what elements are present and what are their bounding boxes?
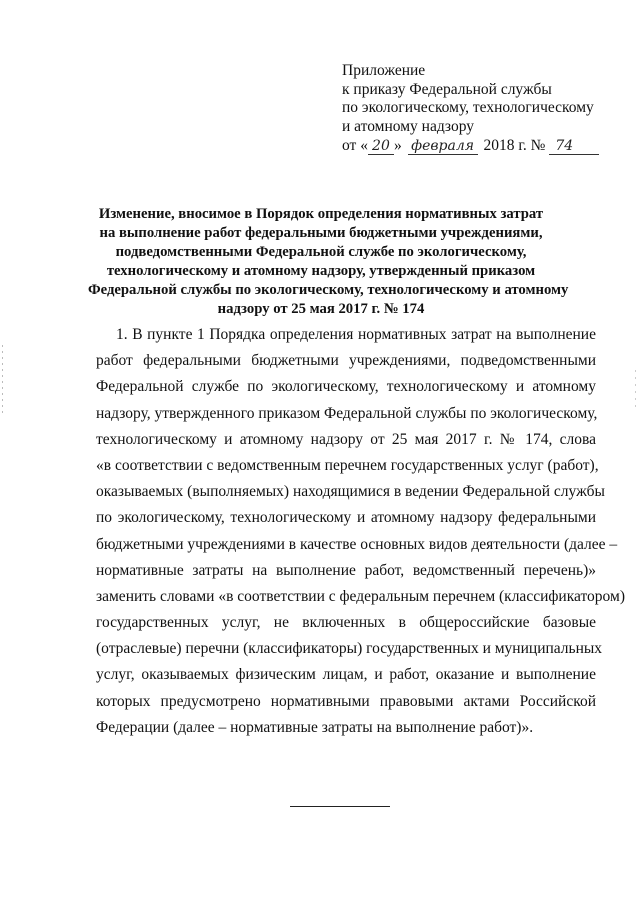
closing-rule (290, 806, 390, 807)
body-line: бюджетными учреждениями в качестве основных видов деятельности (далее – (96, 535, 618, 553)
body-paragraph (96, 322, 625, 741)
heading-line: Федеральной службы по экологическому, технологическому и атомному (88, 282, 569, 298)
body-line: по экологическому, технологическому и атомному надзору федеральными (96, 509, 596, 527)
date-prefix: от « (342, 137, 368, 154)
body-line: Федеральной службе по экологическому, технологическому и атомному (96, 378, 596, 396)
appendix-block (342, 62, 622, 156)
body-line: «в соответствии с ведомственным перечнем государственных услуг (работ), (96, 456, 599, 474)
body-line: которых предусмотрено нормативными правовыми актами Российской (96, 692, 596, 710)
appendix-line: и атомному надзору (342, 117, 474, 135)
scan-margin-mark (635, 370, 636, 410)
order-date-line (342, 137, 622, 156)
heading-line: Изменение, вносимое в Порядок определения нормативных затрат (98, 206, 544, 222)
body-line: оказываемых (выполняемых) находящимися в ведении Федеральной службы (96, 483, 605, 501)
heading-line: технологическому и атомному надзору, утвержденный приказом (106, 263, 536, 279)
handwritten-order-number: 74 (549, 138, 599, 155)
date-year: 2018 г. № (483, 137, 546, 154)
appendix-title: Приложение (342, 62, 426, 79)
handwritten-month: февраля (408, 138, 478, 155)
date-quote-close: » (393, 137, 402, 154)
document-heading (88, 205, 569, 319)
body-line: услуг, оказываемых физическим лицам, и работ, оказание и выполнение (96, 666, 596, 684)
body-line: работ федеральными бюджетными учреждениями, подведомственными (96, 352, 596, 370)
heading-line: на выполнение работ федеральными бюджетными учреждениями, (99, 225, 543, 241)
body-line: Федерации (далее – нормативные затраты на выполнение работ)». (96, 718, 534, 736)
body-line: заменить словами «в соответствии с федеральным перечнем (классификатором) (96, 587, 625, 605)
heading-line: надзору от 25 мая 2017 г. № 174 (217, 301, 425, 317)
body-line: технологическому и атомному надзору от 25 мая 2017 г. № 174, слова (96, 430, 596, 448)
heading-line: подведомственными Федеральной службе по экологическому, (115, 244, 527, 260)
body-line: надзору, утвержденного приказом Федеральной службы по экологическому, (96, 404, 598, 422)
handwritten-day: 20 (368, 138, 394, 155)
appendix-line: по экологическому, технологическому (342, 99, 594, 116)
body-line: нормативные затраты на выполнение работ, ведомственный перечень)» (96, 561, 596, 579)
appendix-line: к приказу Федеральной службы (342, 80, 552, 98)
body-line: государственных услуг, не включенных в общероссийские базовые (96, 614, 596, 632)
body-line: 1. В пункте 1 Порядка определения нормативных затрат на выполнение (116, 326, 596, 343)
scan-margin-mark (2, 345, 3, 415)
body-line: (отраслевые) перечни (классификаторы) государственных и муниципальных (96, 640, 603, 658)
